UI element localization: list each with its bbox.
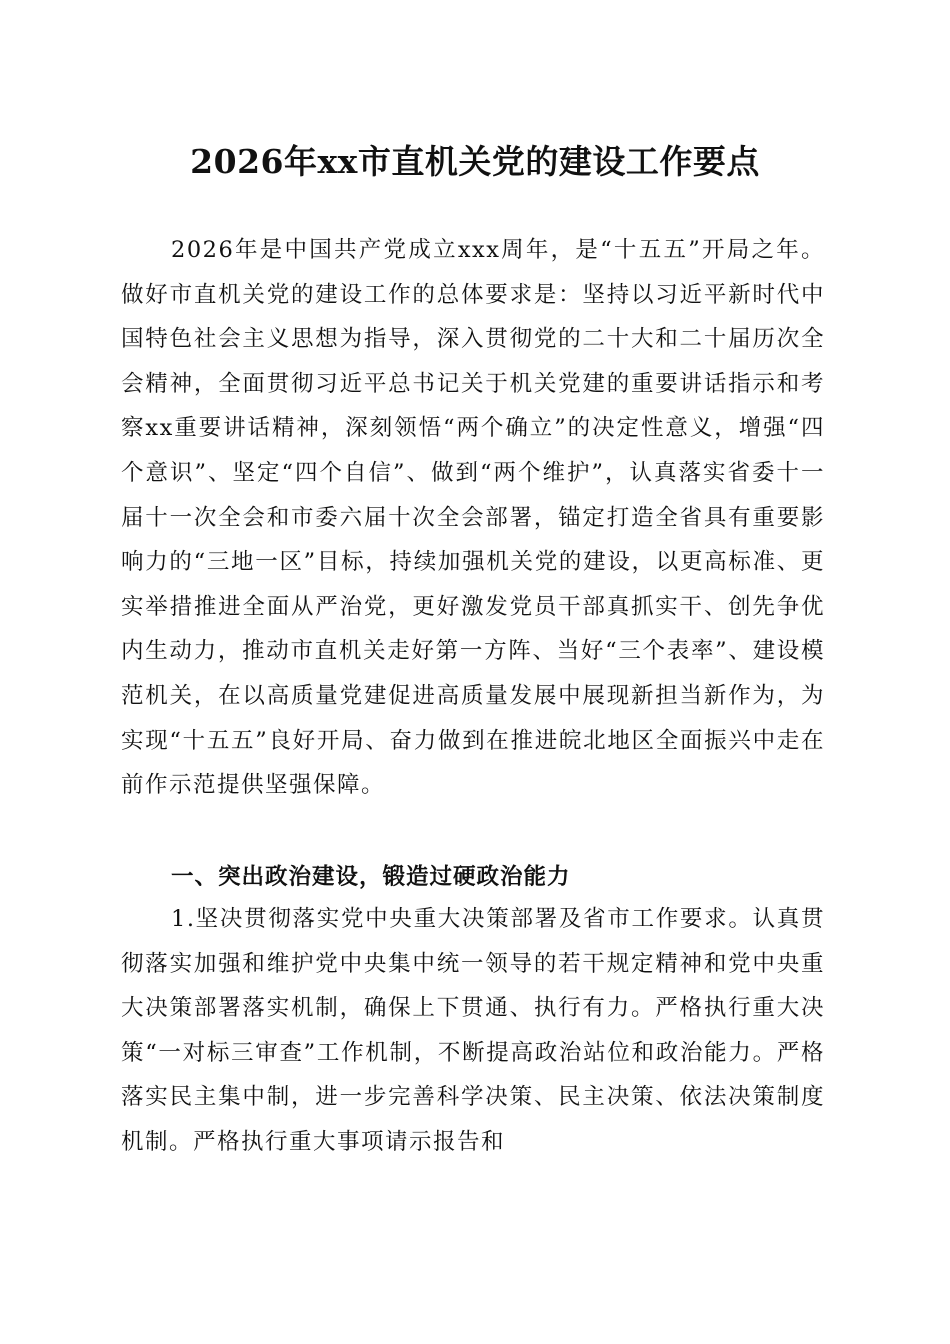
section-heading-1: 一、突出政治建设，锻造过硬政治能力 [171,864,571,890]
section-1-paragraph-1: 1.坚决贯彻落实党中央重大决策部署及省市工作要求。认真贯彻落实加强和维护党中央集中统一领导的若干规定精神和党中央重大决策部署落实机制，确保上下贯通、执行有力。严格执行重大决策“一对标三审查”工作机制，不断提高政治站位和政治能力。严格落实民主集中制，进一步完善科学决策、民主决策、依法决策制度机制。严格执行重大事项请示报告和 [121,906,825,1155]
intro-paragraph: 2026年是中国共产党成立xxx周年，是“十五五”开局之年。做好市直机关党的建设工作的总体要求是：坚持以习近平新时代中国特色社会主义思想为指导，深入贯彻党的二十大和二十届历次全会精神，全面贯彻习近平总书记关于机关党建的重要讲话指示和考察xx重要讲话精神，深刻领悟“两个确立”的决定性意义，增强“四个意识”、坚定“四个自信”、做到“两个维护”，认真落实省委十一届十一次全会和市委六届十次全会部署，锚定打造全省具有重要影响力的“三地一区”目标，持续加强机关党的建设，以更高标准、更实举措推进全面从严治党，更好激发党员干部真抓实干、创先争优内生动力，推动市直机关走好第一方阵、当好“三个表率”、建设模范机关，在以高质量党建促进高质量发展中展现新担当新作为，为实现“十五五”良好开局、奋力做到在推进皖北地区全面振兴中走在前作示范提供坚强保障。 [121,237,825,799]
document-title: 2026年xx市直机关党的建设工作要点 [190,142,760,181]
